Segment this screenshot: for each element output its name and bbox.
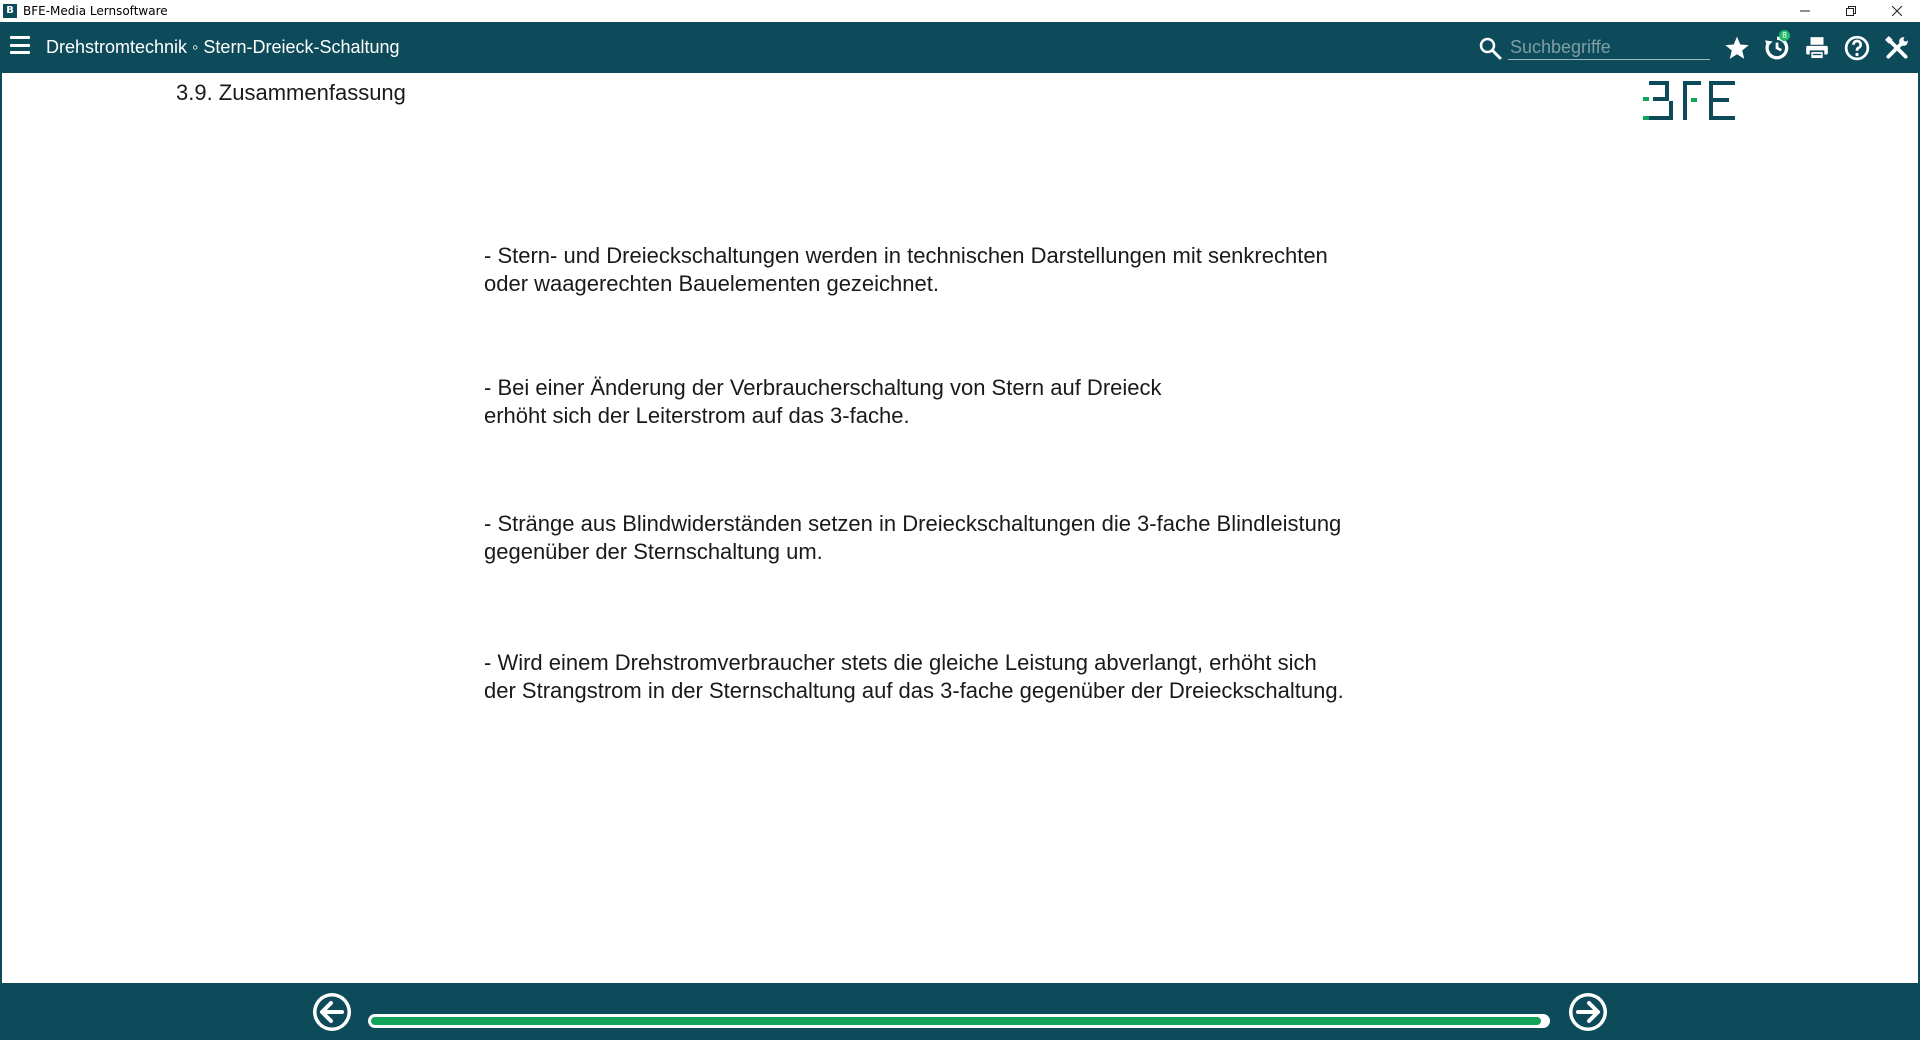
restore-icon [1846, 6, 1856, 16]
list-item: - Stränge aus Blindwiderständen setzen in Dreieckschaltungen die 3-fache Blindleistung gegenüber der Sternschaltung um. [484, 511, 1342, 564]
list-item: - Bei einer Änderung der Verbraucherschaltung von Stern auf Dreieck erhöht sich der Leiterstrom auf das 3-fache. [484, 375, 1162, 428]
app-icon: B [3, 4, 17, 18]
close-button[interactable] [1874, 0, 1920, 22]
restore-button[interactable] [1828, 0, 1874, 22]
progress-fill [371, 1017, 1541, 1025]
window-title: BFE-Media Lernsoftware [23, 4, 168, 18]
minimize-icon [1800, 6, 1810, 16]
minimize-button[interactable] [1782, 0, 1828, 22]
history-badge: 8 [1779, 30, 1790, 41]
bfe-logo [1643, 80, 1743, 124]
tools-icon [1884, 35, 1910, 61]
search-icon[interactable] [1478, 36, 1502, 60]
settings-button[interactable] [1882, 33, 1912, 63]
search-box [1478, 33, 1712, 63]
list-item: - Wird einem Drehstromverbraucher stets die gleiche Leistung abverlangt, erhöht sich der Strangstrom in der Sternschaltung auf das 3-fache gegenüber der Dreieckschaltung. [484, 650, 1344, 703]
window-controls [1782, 0, 1920, 22]
breadcrumb: Drehstromtechnik ◦ Stern-Dreieck-Schaltung [46, 37, 400, 57]
history-button[interactable] [1762, 33, 1792, 63]
print-button[interactable] [1802, 33, 1832, 63]
progress-bar[interactable] [368, 1014, 1550, 1028]
app-header [0, 22, 1920, 73]
search-input[interactable] [1508, 35, 1710, 60]
back-button[interactable] [306, 985, 360, 1037]
list-item: - Stern- und Dreieckschaltungen werden in technischen Darstellungen mit senkrechten oder waagerechten Bauelementen gezeichnet. [484, 243, 1328, 296]
close-icon [1892, 6, 1902, 16]
forward-button[interactable] [1560, 985, 1614, 1037]
window-titlebar [0, 0, 1920, 22]
favorites-button[interactable] [1722, 33, 1752, 63]
star-icon [1724, 35, 1750, 61]
toolbar [1722, 33, 1912, 63]
help-icon [1844, 35, 1870, 61]
menu-icon[interactable] [10, 36, 30, 54]
page-title: 3.9. Zusammenfassung [176, 80, 406, 105]
help-button[interactable] [1842, 33, 1872, 63]
print-icon [1804, 35, 1830, 61]
footer-nav [0, 983, 1920, 1040]
